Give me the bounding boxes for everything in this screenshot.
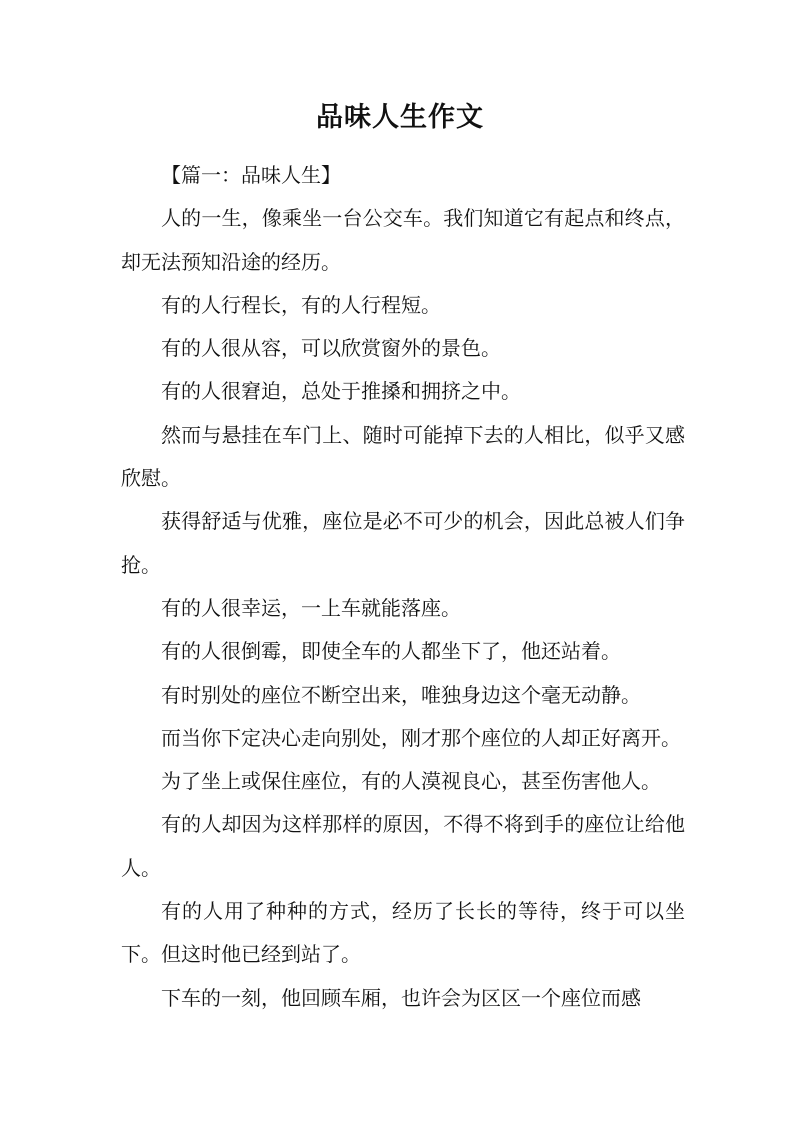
paragraph: 然而与悬挂在车门上、随时可能掉下去的人相比，似乎又感欣慰。 bbox=[121, 422, 685, 491]
paragraph: 有的人很幸运，一上车就能落座。 bbox=[161, 595, 461, 620]
paragraph: 获得舒适与优雅，座位是必不可少的机会，因此总被人们争抢。 bbox=[121, 509, 685, 577]
paragraph: 有的人却因为这样那样的原因，不得不将到手的座位让给他人。 bbox=[121, 812, 685, 880]
document-title: 品味人生作文 bbox=[316, 102, 484, 133]
paragraph: 有的人行程长，有的人行程短。 bbox=[161, 292, 441, 317]
paragraph: 而当你下定决心走向别处，刚才那个座位的人却正好离开。 bbox=[161, 725, 681, 750]
paragraph: 有时别处的座位不断空出来，唯独身边这个毫无动静。 bbox=[161, 682, 641, 707]
paragraph: 有的人很窘迫，总处于推搡和拥挤之中。 bbox=[161, 379, 521, 404]
paragraph: 有的人很从容，可以欣赏窗外的景色。 bbox=[161, 336, 501, 361]
paragraph: 下车的一刻，他回顾车厢，也许会为区区一个座位而感 bbox=[161, 985, 641, 1010]
document-body bbox=[121, 154, 685, 1020]
paragraph: 人的一生，像乘坐一台公交车。我们知道它有起点和终点，却无法预知沿途的经历。 bbox=[121, 206, 685, 274]
paragraph: 有的人很倒霉，即使全车的人都坐下了，他还站着。 bbox=[161, 639, 621, 664]
paragraph: 为了坐上或保住座位，有的人漠视良心，甚至伤害他人。 bbox=[161, 769, 661, 794]
paragraph: 【篇一：品味人生】 bbox=[161, 163, 341, 187]
paragraph: 有的人用了种种的方式，经历了长长的等待，终于可以坐下。但这时他已经到站了。 bbox=[121, 899, 685, 967]
